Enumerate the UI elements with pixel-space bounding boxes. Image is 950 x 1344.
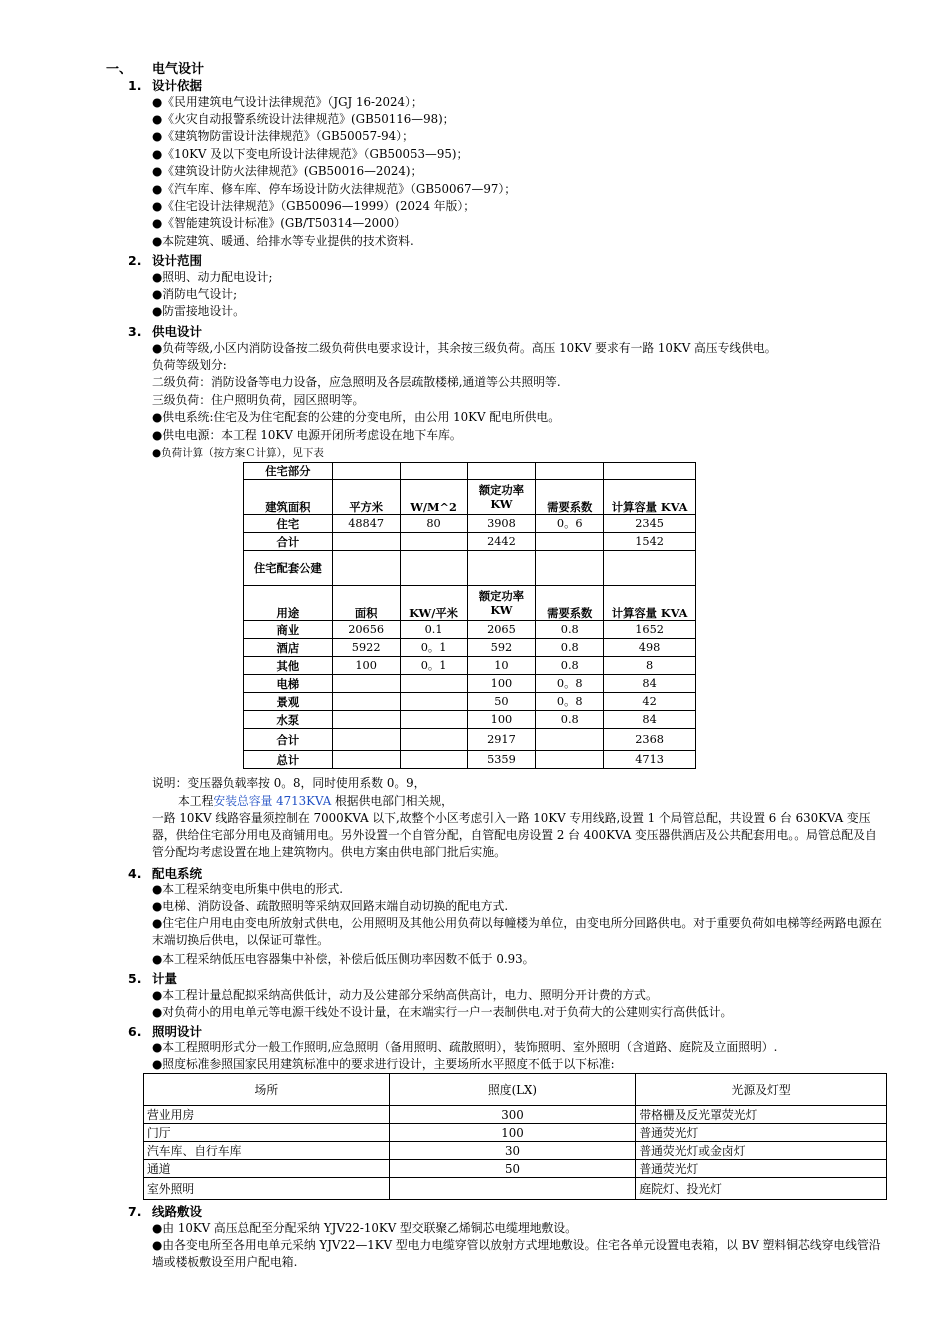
scope-item: ●照明、动力配电设计;: [152, 270, 273, 284]
supply-scheme-paragraph: 一路 10KV 线路容量须控制在 7000KVA 以下,故整个小区考虑引入一路 10KV 专用线路,设置 1 个局管总配，共设置 6 台 630KVA 变压器，供给住宅部分用电及商铺用电。另外设置一个自管分配，自管配电房设置 2 台 400KVA 变压器供酒店及公共配套用电。。局管总配及自管分配均考虑设置在地上建筑物内。供电方案由供电部门批后实施。: [152, 811, 877, 859]
cabling-paragraph: ●由各变电所至各用电单元采纳 YJV22—1KV 型电力电缆穿管以放射方式埋地敷设。住宅各单元设置电表箱，以 BV 塑料铜芯线穿电线管沿墙或楼板敷设至用户配电箱.: [152, 1238, 881, 1269]
basis-item: ●《建筑物防雷设计法律规范》（GB50057-94）；: [152, 129, 414, 143]
section-3-title: 3. 供电设计: [128, 324, 203, 339]
metering-line: ●本工程计量总配拟采纳高供低计，动力及公建部分采纳高供高计，电力、照明分开计费的方式。: [152, 988, 658, 1002]
supply-line: 二级负荷：消防设备等电力设备，应急照明及各层疏散楼梯,通道等公共照明等.: [152, 375, 561, 389]
illuminance-table: [143, 1073, 887, 1200]
distribution-line: ●电梯、消防设备、疏散照明等采纳双回路末端自动切换的配电方式.: [152, 899, 509, 913]
capacity-link[interactable]: 安装总容量 4713KVA: [213, 794, 332, 808]
distribution-line: ●本工程采纳低压电容器集中补偿，补偿后低压侧功率因数不低于 0.93。: [152, 952, 535, 966]
section-6-title: 6. 照明设计: [128, 1024, 203, 1039]
section-1-title: 1. 设计依据: [128, 78, 203, 93]
table-row: 门厅 100 普通荧光灯: [144, 1124, 887, 1142]
section-2-title: 2. 设计范围: [128, 253, 203, 268]
supply-line: 三级负荷：住户照明负荷，园区照明等。: [152, 393, 365, 407]
lighting-line: ●本工程照明形式分一般工作照明,应急照明（备用照明、疏散照明），装饰照明、室外照明（含道路、庭院及立面照明）.: [152, 1040, 778, 1054]
table-section-title: 住宅部分: [244, 463, 333, 480]
table-total-row: 合计 2917 2368: [244, 729, 696, 751]
table-header-row: 场所 照度(LX) 光源及灯型: [144, 1074, 887, 1106]
lighting-line: ●照度标准参照国家民用建筑标准中的要求进行设计，主要场所水平照度不低于以下标准:: [152, 1057, 615, 1071]
table-row: 景观 50 0。8 42: [244, 693, 696, 711]
table-header-row: 用途 面积 KW/平米 额定功率 KW 需要系数 计算容量 KVA: [244, 586, 696, 621]
load-calc-note: ●负荷计算（按方案Ｃ计算），见下表: [152, 447, 324, 459]
basis-item: ●《建筑设计防火法律规范》(GB50016—2024)；: [152, 164, 423, 178]
table-row: 通道 50 普通荧光灯: [144, 1160, 887, 1178]
table-row: 酒店 5922 0。1 592 0.8 498: [244, 639, 696, 657]
metering-line: ●对负荷小的用电单元等电源干线处不设计量，在末端实行一户一表制供电.对于负荷大的公建则实行高供低计。: [152, 1005, 733, 1019]
table-row: 电梯 100 0。8 84: [244, 675, 696, 693]
table-row: 其他 100 0。1 10 0.8 8: [244, 657, 696, 675]
basis-item: ●本院建筑、暖通、给排水等专业提供的技术资料.: [152, 234, 414, 248]
basis-item: ●《住宅设计法律规范》（GB50096—1999）(2024 年版）；: [152, 199, 476, 213]
table-total-row: 合计 2442 1542: [244, 533, 696, 551]
table-row: 汽车库、自行车库 30 普通荧光灯或金卤灯: [144, 1142, 887, 1160]
cabling-line: ●由 10KV 高压总配至分配采纳 YJV22-10KV 型交联聚乙烯铜芯电缆埋地敷设。: [152, 1221, 577, 1235]
basis-item: ●《火灾自动报警系统设计法律规范》(GB50116—98)；: [152, 112, 455, 126]
supply-line: ●供电系统:住宅及为住宅配套的公建的分变电所，由公用 10KV 配电所供电。: [152, 410, 561, 424]
distribution-line: ●本工程采纳变电所集中供电的形式.: [152, 882, 343, 896]
section-5-title: 5. 计量: [128, 971, 178, 986]
table-row: 营业用房 300 带格栅及反光罩荧光灯: [144, 1106, 887, 1124]
table-row: 水泵 100 0.8 84: [244, 711, 696, 729]
table-header-row: 建筑面积 平方米 W/M^2 额定功率 KW 需要系数 计算容量 KVA: [244, 480, 696, 515]
table-row: 商业 20656 0.1 2065 0.8 1652: [244, 621, 696, 639]
chapter-heading: 一、 电气设计: [106, 62, 205, 77]
basis-item: ●《智能建筑设计标准》(GB/T50314—2000）: [152, 216, 406, 230]
scope-item: ●消防电气设计;: [152, 287, 238, 301]
load-calculation-table: [243, 462, 696, 769]
supply-line: 负荷等级划分:: [152, 358, 227, 372]
basis-item: ●《汽车库、修车库、停车场设计防火法律规范》（GB50067—97）；: [152, 182, 517, 196]
basis-item: ●《10KV 及以下变电所设计法律规范》（GB50053—95)；: [152, 147, 469, 161]
table-grand-total-row: 总计 5359 4713: [244, 751, 696, 769]
supply-line: ●负荷等级,小区内消防设备按二级负荷供电要求设计，其余按三级负荷。高压 10KV 要求有一路 10KV 高压专线供电。: [152, 341, 777, 355]
basis-item: ●《民用建筑电气设计法律规范》（JGJ 16-2024）；: [152, 95, 423, 109]
scope-item: ●防雷接地设计。: [152, 304, 245, 318]
section-4-title: 4. 配电系统: [128, 866, 203, 881]
distribution-paragraph: ●住宅住户用电由变电所放射式供电，公用照明及其他公用负荷以每幢楼为单位，由变电所分回路供电。对于重要负荷如电梯等经两路电源在末端切换后供电，以保证可靠性。: [152, 916, 882, 947]
table-row: 住宅 48847 80 3908 0。6 2345: [244, 515, 696, 533]
supply-line: ●供电电源：本工程 10KV 电源开闭所考虑设在地下车库。: [152, 428, 462, 442]
transformer-note: 说明：变压器负载率按 0。8，同时使用系数 0。9，: [152, 776, 426, 790]
capacity-note: 本工程安装总容量 4713KVA 根据供电部门相关规，: [178, 794, 453, 808]
table-section-title: 住宅配套公建: [244, 551, 333, 586]
section-7-title: 7. 线路敷设: [128, 1204, 203, 1219]
table-row: 室外照明 庭院灯、投光灯: [144, 1178, 887, 1200]
